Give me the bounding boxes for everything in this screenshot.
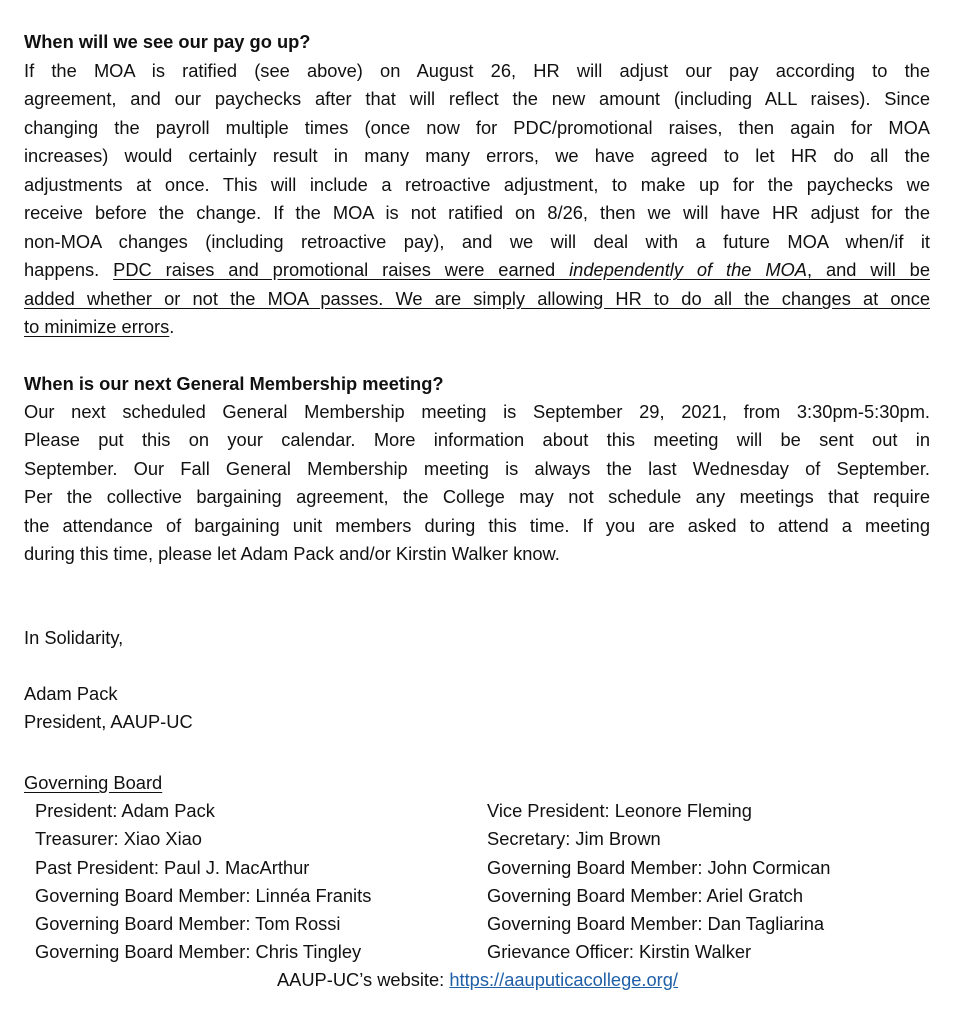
board-heading-text: Governing Board [24, 772, 163, 793]
board-member: Governing Board Member: John Cormican [487, 856, 831, 878]
paragraph-line: adjustments at once. This will include a retroactive adjustment, to make up for the paychecks we [24, 174, 930, 195]
board-member: Governing Board Member: Linnéa Franits [35, 884, 372, 906]
paragraph-line: changing the payroll multiple times (once now for PDC/promotional raises, then again for MOA [24, 117, 930, 138]
plain-text: happens. [24, 259, 114, 280]
paragraph-line: receive before the change. If the MOA is not ratified on 8/26, then we will have HR adjust for the [24, 202, 930, 223]
paragraph-line: Per the collective bargaining agreement, the College may not schedule any meetings that require [24, 486, 930, 507]
paragraph-line: the attendance of bargaining unit members during this time. If you are asked to attend a meeting [24, 515, 930, 536]
board-member: Governing Board Member: Ariel Gratch [487, 884, 803, 906]
plain-text: . [169, 316, 175, 337]
paragraph-line: during this time, please let Adam Pack and/or Kirstin Walker know. [24, 543, 560, 564]
signer-title: President, AAUP-UC [24, 711, 193, 732]
board-member: Governing Board Member: Dan Tagliarina [487, 913, 825, 935]
paragraph-line: non-MOA changes (including retroactive pay), and we will deal with a future MOA when/if it [24, 231, 930, 252]
board-member: President: Adam Pack [35, 800, 215, 821]
paragraph-line: increases) would certainly result in many many errors, we have agreed to let HR do all the [24, 145, 930, 166]
signer-name: Adam Pack [24, 683, 118, 704]
board-right-column [487, 797, 830, 967]
underlined-text: to minimize errors [24, 316, 170, 337]
underlined-text: PDC raises and promotional raises were earned [113, 259, 570, 280]
board-member: Secretary: Jim Brown [487, 828, 661, 850]
board-heading [24, 769, 930, 798]
italic-underlined-text: independently of the MOA [569, 259, 807, 280]
underlined-text: , and will be [806, 259, 930, 280]
section-heading-pay: When will we see our pay go up? [24, 31, 311, 52]
section-heading-meeting: When is our next General Membership meeting? [24, 373, 444, 394]
website-footer [0, 966, 955, 994]
board-member: Governing Board Member: Chris Tingley [35, 941, 362, 963]
paragraph-line: agreement, and our paychecks after that will reflect the new amount (including ALL raises). Since [24, 88, 930, 109]
board-left-column [35, 797, 371, 967]
paragraph-line-emphasis [24, 256, 930, 285]
paragraph-line-underlined: added whether or not the MOA passes. We are simply allowing HR to do all the changes at once [24, 288, 930, 309]
website-label: AAUP-UC’s website: [276, 969, 450, 990]
board-member: Vice President: Leonore Fleming [487, 800, 752, 821]
paragraph-line: September. Our Fall General Membership meeting is always the last Wednesday of September. [24, 458, 930, 479]
paragraph-line-last [24, 313, 930, 342]
board-member: Grievance Officer: Kirstin Walker [487, 941, 752, 963]
website-link[interactable]: https://aauputicacollege.org/ [449, 969, 679, 990]
closing: In Solidarity, [24, 627, 124, 648]
board-member: Governing Board Member: Tom Rossi [35, 913, 341, 935]
paragraph-line: Our next scheduled General Membership meeting is September 29, 2021, from 3:30pm-5:30pm. [24, 401, 930, 422]
board-member: Treasurer: Xiao Xiao [35, 828, 202, 850]
paragraph-line: If the MOA is ratified (see above) on August 26, HR will adjust our pay according to the [24, 60, 930, 81]
paragraph-line: Please put this on your calendar. More information about this meeting will be sent out in [24, 429, 930, 450]
board-member: Past President: Paul J. MacArthur [35, 856, 310, 878]
